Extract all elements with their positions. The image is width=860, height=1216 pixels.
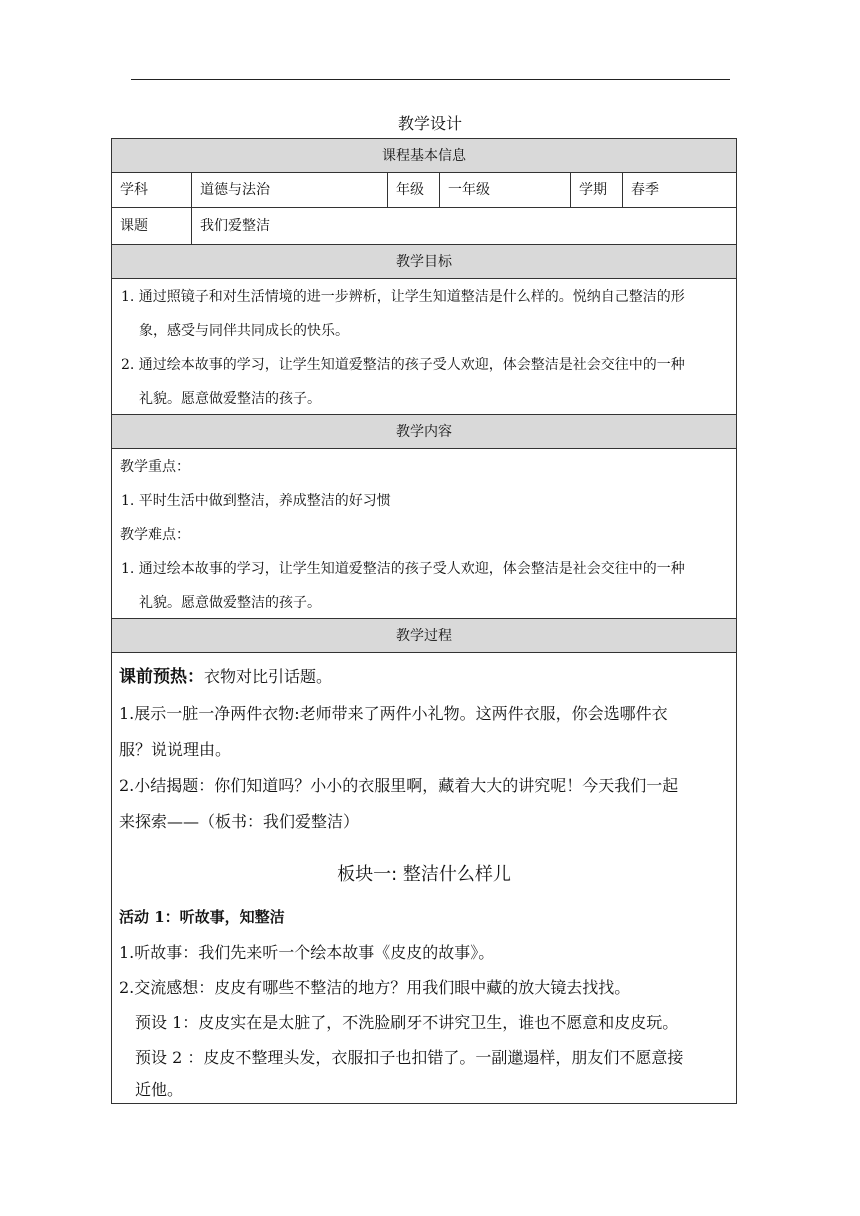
- basic-info-header: 课程基本信息: [112, 139, 736, 173]
- header-rule: [131, 79, 730, 80]
- subject-value: 道德与法治: [192, 173, 388, 207]
- process-body: [112, 653, 736, 1103]
- grade-value: 一年级: [440, 173, 571, 207]
- difficulty-line: 1. 通过绘本故事的学习，让学生知道爱整洁的孩子受人欢迎，体会整洁是社会交往中的一种: [121, 561, 685, 577]
- warmup-label: 课前预热：: [119, 667, 204, 687]
- subject-label: 学科: [112, 173, 192, 207]
- process-line: 2.小结揭题：你们知道吗？小小的衣服里啊，藏着大大的讲究呢！今天我们一起: [119, 776, 679, 795]
- warmup-text: 衣物对比引话题。: [204, 667, 333, 686]
- objective-line: 象，感受与同伴共同成长的快乐。: [139, 323, 349, 339]
- difficulty-line: 礼貌。愿意做爱整洁的孩子。: [139, 595, 321, 611]
- objective-line: 1. 通过照镜子和对生活情境的进一步辨析，让学生知道整洁是什么样的。悦纳自己整洁的形: [121, 289, 685, 305]
- objectives-header: 教学目标: [112, 245, 736, 279]
- objectives-body: [112, 279, 736, 415]
- objective-line: 礼貌。愿意做爱整洁的孩子。: [139, 391, 321, 407]
- objective-line: 2. 通过绘本故事的学习，让学生知道爱整洁的孩子受人欢迎，体会整洁是社会交往中的一种: [121, 357, 685, 373]
- document-title: 教学设计: [397, 114, 462, 133]
- activity-title: 活动 1：听故事，知整洁: [119, 908, 285, 926]
- process-line: 1.展示一脏一净两件衣物:老师带来了两件小礼物。这两件衣服，你会选哪件衣: [119, 704, 668, 723]
- lesson-plan-table: [111, 138, 737, 1104]
- content-header: 教学内容: [112, 415, 736, 449]
- activity-line: 2.交流感想：皮皮有哪些不整洁的地方？用我们眼中藏的放大镜去找找。: [119, 978, 631, 997]
- topic-label: 课题: [112, 208, 192, 244]
- key-points-label: 教学重点：: [120, 459, 190, 475]
- topic-value: 我们爱整洁: [200, 218, 270, 234]
- term-value: 春季: [631, 182, 659, 198]
- activity-line: 预设 2 ：皮皮不整理头发，衣服扣子也扣错了。一副邋遢样，朋友们不愿意接: [135, 1048, 684, 1067]
- activity-line: 1.听故事：我们先来听一个绘本故事《皮皮的故事》。: [119, 943, 495, 962]
- activity-line: 近他。: [135, 1080, 184, 1099]
- process-line: 服？说说理由。: [119, 740, 232, 759]
- process-line: 来探索——（板书：我们爱整洁）: [119, 812, 360, 831]
- grade-label: 年级: [388, 173, 440, 207]
- section-heading: 板块一: 整洁什么样儿: [337, 864, 511, 885]
- activity-line: 预设 1：皮皮实在是太脏了，不洗脸刷牙不讲究卫生，谁也不愿意和皮皮玩。: [135, 1013, 679, 1032]
- difficulty-label: 教学难点：: [120, 527, 190, 543]
- process-header: 教学过程: [112, 619, 736, 653]
- content-body: [112, 449, 736, 619]
- topic-row: [112, 208, 736, 245]
- key-point-line: 1. 平时生活中做到整洁，养成整洁的好习惯: [121, 493, 391, 509]
- info-row: [112, 173, 736, 208]
- term-label: 学期: [571, 173, 623, 207]
- warmup-line: [119, 660, 332, 694]
